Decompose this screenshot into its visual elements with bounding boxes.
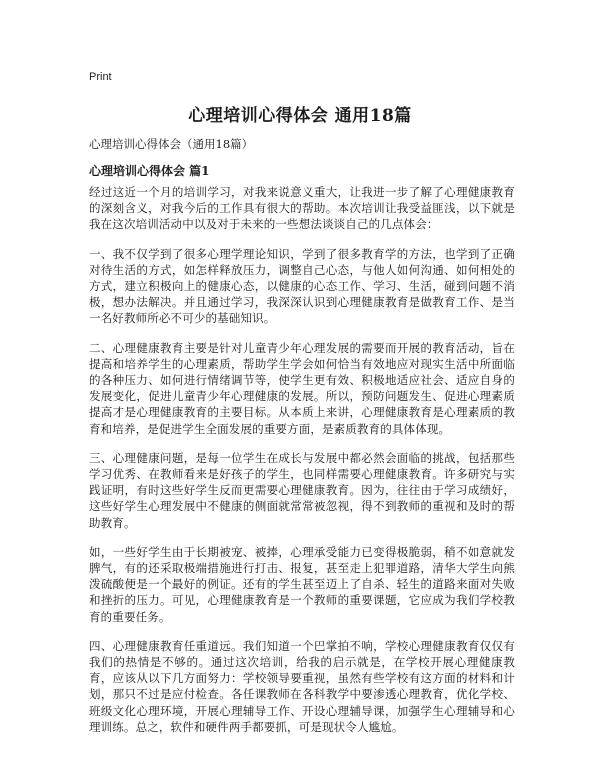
- document-title: 心理培训心得体会 通用18篇: [188, 106, 412, 126]
- paragraph: 四、心理健康教育任重道远。我们知道一个巴掌拍不响，学校心理健康教育仅仅有我们的热情是不够的。通过这次培训，给我的启示就是，在学校开展心理健康教育，应该从以下几方面努力：学校领导要重视，虽然有些学校有这方面的材料和计划，那只不过是应付检查。各任课教师在各科教学中要渗透心理教育，优化学校、班级文化心理环境，开展心理辅导工作、开设心理辅导课，加强学生心理辅导和心理训练。总之，软件和硬件两手都要抓，可是现状令人尴尬。: [89, 638, 515, 734]
- document-subtitle: 心理培训心得体会（通用18篇）: [89, 137, 254, 151]
- section-heading: 心理培训心得体会 篇1: [89, 164, 210, 178]
- paragraph: 如，一些好学生由于长期被宠、被捧，心理承受能力已变得极脆弱，稍不如意就发脾气，有的还采取极端措施进行打击、报复，甚至走上犯罪道路，清华大学生向熊泼硫酸便是一个最好的例证。还有的学生甚至迈上了自杀、轻生的道路来面对失败和挫折的压力。可见，心理健康教育是一个教师的重要课题，它应成为我们学校教育的重要任务。: [89, 544, 515, 624]
- print-link[interactable]: Print: [89, 71, 112, 83]
- paragraph: 一、我不仅学到了很多心理学理论知识，学到了很多教育学的方法，也学到了正确对待生活的方式，如怎样释放压力，调整自己心态，与他人如何沟通、如何相处的方式，建立积极向上的健康心态，以健康的心态工作、学习、生活，碰到问题不消极，想办法解决。并且通过学习，我深深认识到心理健康教育是做教育工作、是当一名好教师所必不可少的基础知识。: [89, 246, 515, 326]
- paragraph: 二、心理健康教育主要是针对儿童青少年心理发展的需要而开展的教育活动，旨在提高和培养学生的心理素质，帮助学生学会如何恰当有效地应对现实生活中所面临的各种压力、如何进行情绪调节等，使学生更有效、积极地适应社会、适应自身的发展变化，促进儿童青少年心理健康的发展。所以，预防问题发生、促进心理素质提高才是心理健康教育的主要目标。从本质上来讲，心理健康教育是心理素质的教育和培养，是促进学生全面发展的重要方面，是素质教育的具体体现。: [89, 340, 515, 436]
- article-body: [89, 184, 515, 748]
- paragraph: 经过这近一个月的培训学习，对我来说意义重大，让我进一步了解了心理健康教育的深刻含义，对我今后的工作具有很大的帮助。本次培训让我受益匪浅，以下就是我在这次培训活动中以及对于未来的一些想法谈谈自己的几点体会：: [89, 185, 515, 232]
- paragraph: 三、心理健康问题，是每一位学生在成长与发展中都必然会面临的挑战，包括那些学习优秀、在教师看来是好孩子的学生，也同样需要心理健康教育。许多研究与实践证明，有时这些好学生反而更需要心理健康教育。因为，往往由于学习成绩好，这些好学生心理发展中不健康的侧面就常常被忽视，得不到教师的重视和及时的帮助教育。: [89, 450, 515, 530]
